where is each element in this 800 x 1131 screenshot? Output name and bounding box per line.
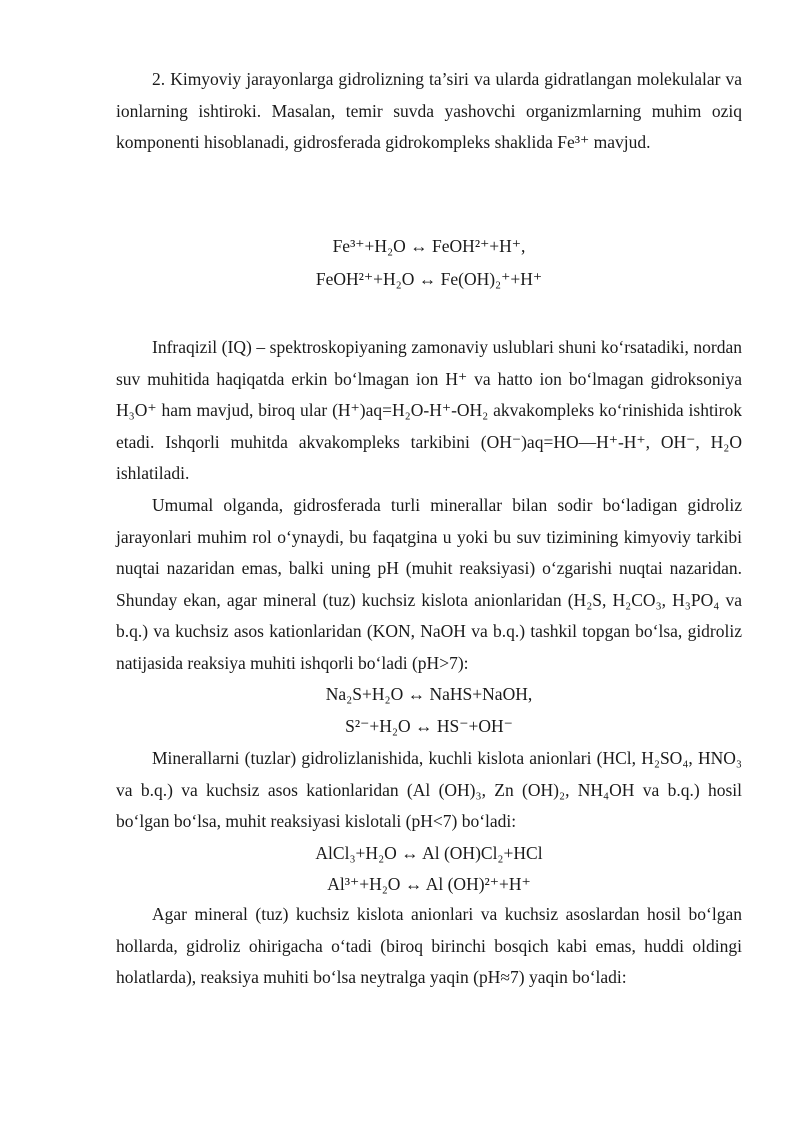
equation-aluminium-ion: Al³⁺+H₂O ↔ Al (OH)²⁺+H⁺	[327, 874, 531, 894]
paragraph-alkaline-hydrolysis: Umumal olganda, gidrosferada turli minerallar bilan sodir boʻladigan gidroliz jarayonlari muhim rol oʻynaydi, bu faqatgina u yoki bu suv tizimining kimyoviy tarkibi nuqtai nazaridan emas, balki uning pH (muhit reaksiyasi) oʻzgarishi nuqtai nazaridan. Shunday ekan, agar mineral (tuz) kuchsiz kislota anionlaridan (H₂S, H₂CO₃, H₃PO₄ va b.q.) va kuchsiz asos kationlaridan (KON, NaOH va b.q.) tashkil topgan boʻlsa, gidroliz natijasida reaksiya muhiti ishqorli boʻladi (pH>7):	[116, 495, 742, 673]
equation-sulfide-ion: S²⁻+H₂O ↔ HS⁻+OH⁻	[345, 715, 513, 736]
equation-sodium-sulfide: Na₂S+H₂O ↔ NaHS+NaOH,	[325, 684, 533, 704]
section-alkaline-hydrolysis	[116, 490, 742, 742]
equation-aluminium-chloride: AlCl₃+H₂O ↔ Al (OH)Cl₂+HCl	[315, 842, 543, 863]
paragraph-iron-hydrolysis: 2. Kimyoviy jarayonlarga gidrolizning ta’siri va ularda gidratlangan molekulalar va ionlarning ishtiroki. Masalan, temir suvda yashovchi organizmlarning muhim oziq komponenti hisoblanadi, gidrosferada gidrokompleks shaklida Fe³⁺ mavjud.	[116, 69, 742, 152]
equation-block-iron	[116, 230, 742, 296]
paragraph-acidic-hydrolysis: Minerallarni (tuzlar) gidrolizlanishida, kuchli kislota anionlari (HCl, H₂SO₄, HNO₃ va b.q.) va kuchsiz asos kationlaridan (Al (OH)₃, Zn (OH)₂, NH₄OH va b.q.) hosil boʻlgan boʻlsa, muhit reaksiyasi kislotali (pH<7) boʻladi:	[116, 748, 742, 831]
section-acidic-hydrolysis	[116, 743, 742, 901]
paragraph-ir-spectroscopy: Infraqizil (IQ) – spektroskopiyaning zamonaviy uslublari shuni koʻrsatadiki, nordan suv muhitida haqiqatda erkin boʻlmagan ion H⁺ va hatto ion boʻlmagan gidroksoniya H₃O⁺ ham mavjud, biroq ular (H⁺)aq=H₂O-H⁺-OH₂ akvakompleks koʻrinishida ishtirok etadi. Ishqorli muhitda akvakompleks tarkibini (OH⁻)aq=HO—H⁺-H⁺, OH⁻, H₂O ishlatiladi.	[116, 337, 742, 483]
equation-iron-2: FeOH²⁺+H₂O ↔ Fe(OH)₂⁺+H⁺	[315, 269, 543, 289]
paragraph-neutral-hydrolysis: Agar mineral (tuz) kuchsiz kislota anionlari va kuchsiz asoslardan hosil boʻlgan hollarda, gidroliz ohirigacha oʻtadi (biroq birinchi bosqich kabi emas, huddi oldingi holatlarda), reaksiya muhiti boʻlsa neytralga yaqin (pH≈7) yaqin boʻladi:	[116, 904, 742, 987]
equation-iron-1: Fe³⁺+H₂O ↔ FeOH²⁺+H⁺,	[332, 236, 526, 256]
